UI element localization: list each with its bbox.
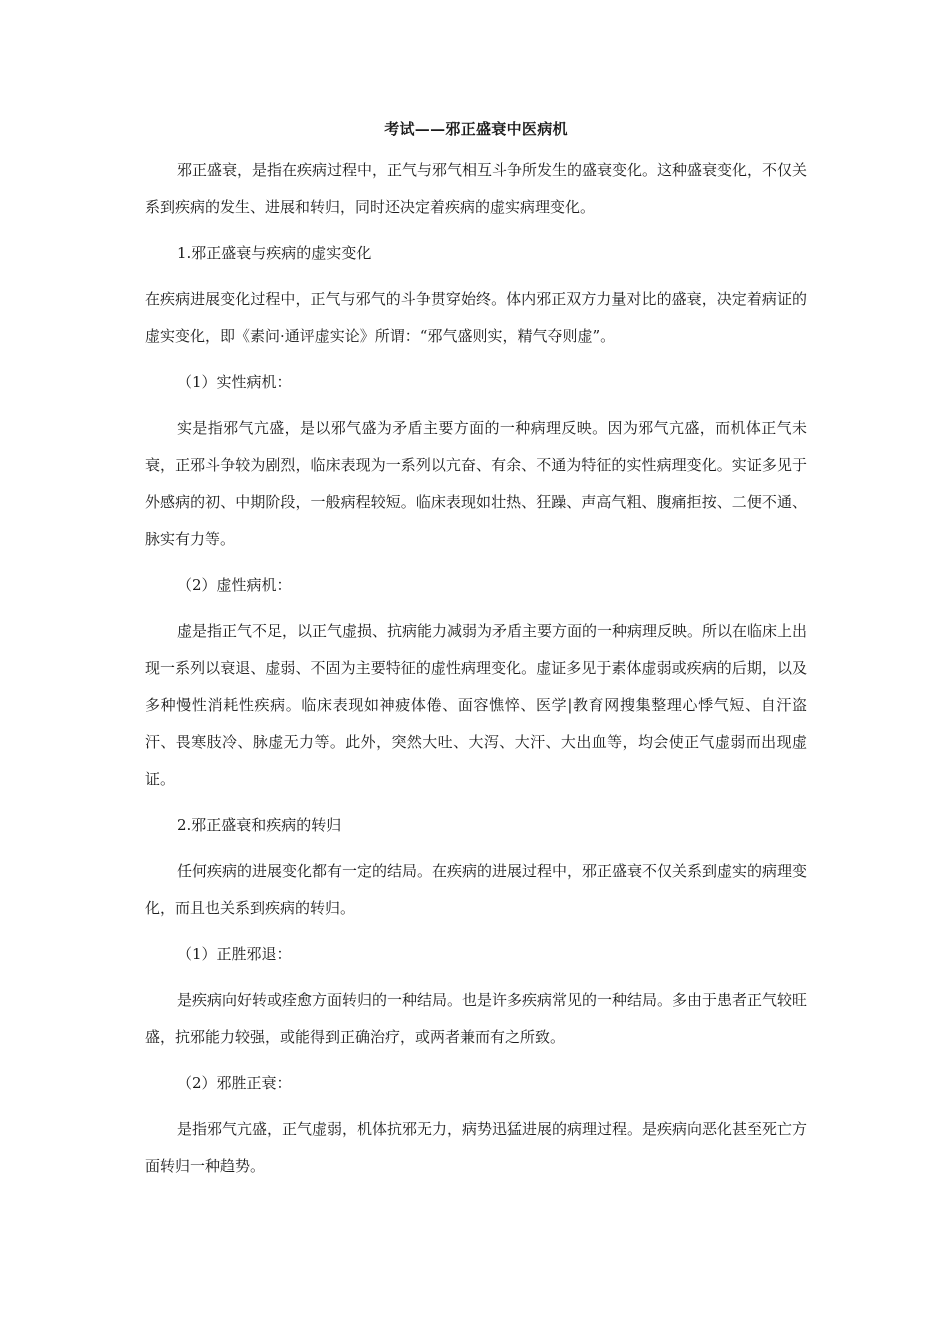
paragraph-intro: 邪正盛衰，是指在疾病过程中，正气与邪气相互斗争所发生的盛衰变化。这种盛衰变化，不仅关系到疾病的发生、进展和转归，同时还决定着疾病的虚实病理变化。 bbox=[145, 161, 808, 216]
subheading-pathogen-wins: （2）邪胜正衰： bbox=[177, 1074, 292, 1092]
subheading-healthy-wins: （1）正胜邪退： bbox=[177, 945, 292, 963]
document-page bbox=[145, 118, 807, 1194]
paragraph-deficiency: 虚是指正气不足，以正气虚损、抗病能力减弱为矛盾主要方面的一种病理反映。所以在临床上出现一系列以衰退、虚弱、不固为主要特征的虚性病理变化。虚证多见于素体虚弱或疾病的后期，以及多种慢性消耗性疾病。临床表现如神疲体倦、面容憔悴、医学|教育网搜集整理心悸气短、自汗盗汗、畏寒肢冷、脉虚无力等。此外，突然大吐、大泻、大汗、大出血等，均会使正气虚弱而出现虚证。 bbox=[145, 622, 808, 788]
section-heading-2: 2.邪正盛衰和疾病的转归 bbox=[177, 816, 342, 834]
paragraph-pathogen-wins: 是指邪气亢盛，正气虚弱，机体抗邪无力，病势迅猛进展的病理过程。是疾病向恶化甚至死亡方面转归一种趋势。 bbox=[145, 1120, 808, 1175]
subheading-deficiency: （2）虚性病机： bbox=[177, 576, 292, 594]
paragraph-section-2: 任何疾病的进展变化都有一定的结局。在疾病的进展过程中，邪正盛衰不仅关系到虚实的病理变化，而且也关系到疾病的转归。 bbox=[145, 862, 808, 917]
document-title: 考试——邪正盛衰中医病机 bbox=[384, 120, 568, 138]
paragraph-excess: 实是指邪气亢盛，是以邪气盛为矛盾主要方面的一种病理反映。因为邪气亢盛，而机体正气未衰，正邪斗争较为剧烈，临床表现为一系列以亢奋、有余、不通为特征的实性病理变化。实证多见于外感病的初、中期阶段，一般病程较短。临床表现如壮热、狂躁、声高气粗、腹痛拒按、二便不通、脉实有力等。 bbox=[145, 419, 807, 548]
subheading-excess: （1）实性病机： bbox=[177, 373, 292, 391]
section-heading-1: 1.邪正盛衰与疾病的虚实变化 bbox=[177, 244, 372, 262]
paragraph-healthy-wins: 是疾病向好转或痊愈方面转归的一种结局。也是许多疾病常见的一种结局。多由于患者正气较旺盛，抗邪能力较强，或能得到正确治疗，或两者兼而有之所致。 bbox=[145, 991, 808, 1046]
paragraph-section-1: 在疾病进展变化过程中，正气与邪气的斗争贯穿始终。体内邪正双方力量对比的盛衰，决定着病证的虚实变化，即《素问·通评虚实论》所谓：“邪气盛则实，精气夺则虚”。 bbox=[145, 290, 807, 345]
